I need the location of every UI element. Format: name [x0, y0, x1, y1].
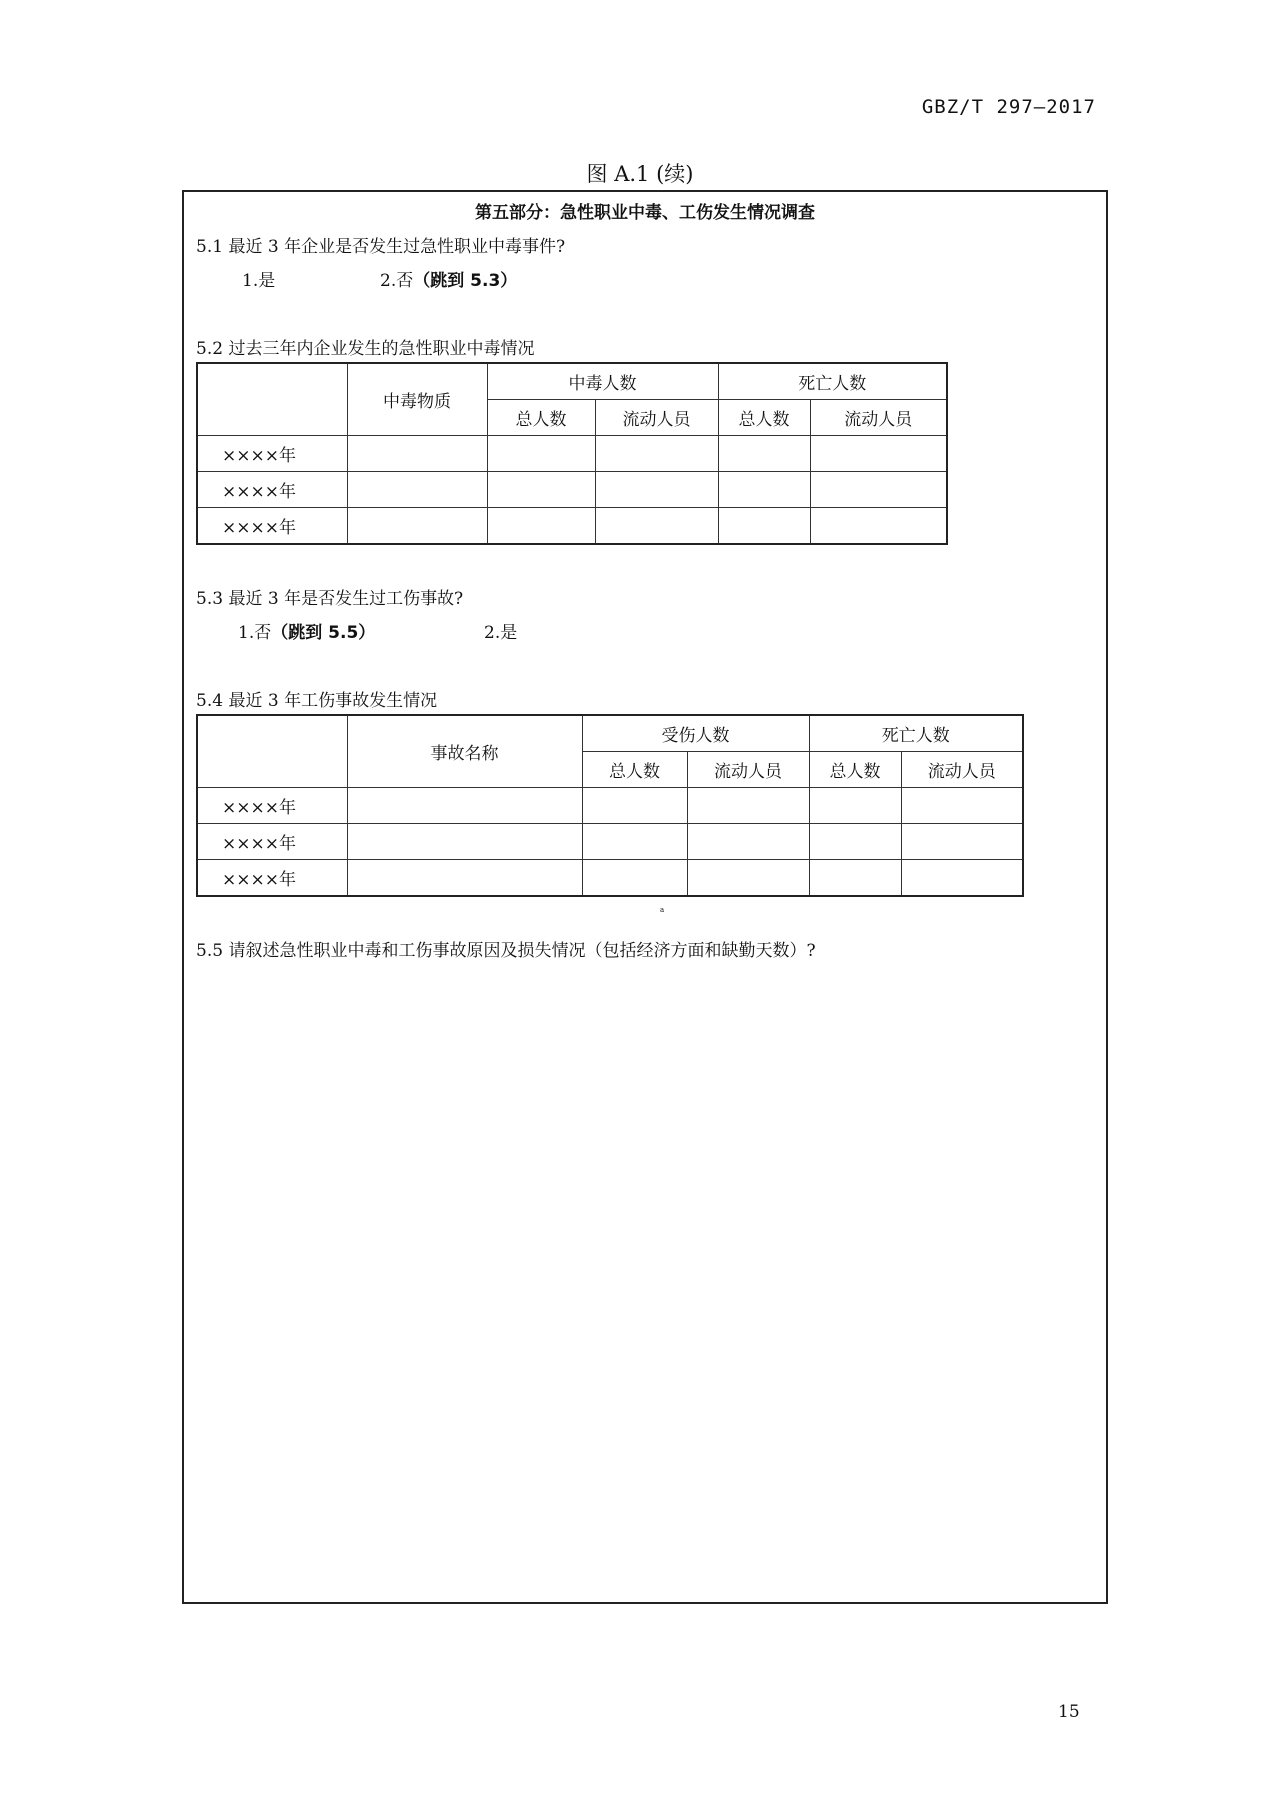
input-cell[interactable]	[810, 508, 947, 545]
col-accident-header: 事故名称	[347, 715, 582, 788]
sub-mobile-header: 流动人员	[595, 400, 718, 436]
col-substance-header: 中毒物质	[347, 363, 487, 436]
footnote-mark: a	[660, 906, 665, 914]
poisoning-table	[196, 362, 948, 545]
input-cell[interactable]	[487, 508, 595, 545]
input-cell[interactable]	[809, 860, 901, 897]
figure-caption: 图 A.1 (续)	[586, 162, 694, 186]
year-cell: ××××年	[197, 824, 347, 860]
year-cell: ××××年	[197, 788, 347, 824]
survey-frame	[182, 190, 1108, 1604]
input-cell[interactable]	[582, 788, 687, 824]
sub-mobile-header: 流动人员	[810, 400, 947, 436]
input-cell[interactable]	[718, 472, 810, 508]
input-cell[interactable]	[347, 508, 487, 545]
input-cell[interactable]	[595, 436, 718, 472]
table-row	[197, 860, 1023, 897]
sub-mobile-header: 流动人员	[901, 752, 1023, 788]
question-5-2: 5.2 过去三年内企业发生的急性职业中毒情况	[196, 339, 535, 359]
input-cell[interactable]	[595, 472, 718, 508]
q55-answer-area[interactable]	[196, 972, 1092, 1572]
input-cell[interactable]	[718, 508, 810, 545]
year-cell: ××××年	[197, 860, 347, 897]
input-cell[interactable]	[582, 824, 687, 860]
input-cell[interactable]	[687, 824, 809, 860]
input-cell[interactable]	[901, 788, 1023, 824]
input-cell[interactable]	[487, 472, 595, 508]
page-number: 15	[1058, 1702, 1080, 1722]
input-cell[interactable]	[347, 788, 582, 824]
table-corner-cell	[197, 715, 347, 788]
question-5-3: 5.3 最近 3 年是否发生过工伤事故?	[196, 589, 464, 609]
q53-option-yes[interactable]: 2.是	[484, 623, 518, 643]
group-poisoned-header: 中毒人数	[487, 363, 718, 400]
input-cell[interactable]	[582, 860, 687, 897]
question-5-1: 5.1 最近 3 年企业是否发生过急性职业中毒事件?	[196, 237, 566, 257]
sub-mobile-header: 流动人员	[687, 752, 809, 788]
input-cell[interactable]	[901, 824, 1023, 860]
group-injured-header: 受伤人数	[582, 715, 809, 752]
sub-total-header: 总人数	[487, 400, 595, 436]
input-cell[interactable]	[810, 436, 947, 472]
input-cell[interactable]	[901, 860, 1023, 897]
question-5-5: 5.5 请叙述急性职业中毒和工伤事故原因及损失情况（包括经济方面和缺勤天数）?	[196, 941, 816, 961]
input-cell[interactable]	[809, 788, 901, 824]
q51-jump-note: （跳到 5.3）	[413, 271, 518, 291]
question-5-4: 5.4 最近 3 年工伤事故发生情况	[196, 691, 438, 711]
input-cell[interactable]	[347, 860, 582, 897]
q51-option-yes[interactable]: 1.是	[242, 271, 276, 291]
input-cell[interactable]	[809, 824, 901, 860]
sub-total-header: 总人数	[809, 752, 901, 788]
input-cell[interactable]	[810, 472, 947, 508]
standard-code: GBZ/T 297—2017	[921, 96, 1096, 118]
year-cell: ××××年	[197, 436, 347, 472]
group-death-header: 死亡人数	[718, 363, 947, 400]
input-cell[interactable]	[347, 436, 487, 472]
input-cell[interactable]	[347, 824, 582, 860]
injury-table	[196, 714, 1024, 897]
table-row	[197, 436, 947, 472]
sub-total-header: 总人数	[582, 752, 687, 788]
table-row	[197, 508, 947, 545]
year-cell: ××××年	[197, 472, 347, 508]
q53-option-no-label: 1.否	[238, 623, 272, 643]
input-cell[interactable]	[595, 508, 718, 545]
part-title: 第五部分：急性职业中毒、工伤发生情况调查	[475, 203, 815, 223]
q53-jump-note: （跳到 5.5）	[271, 623, 376, 643]
table-row	[197, 824, 1023, 860]
year-cell: ××××年	[197, 508, 347, 545]
table-row	[197, 788, 1023, 824]
input-cell[interactable]	[347, 472, 487, 508]
group-death-header: 死亡人数	[809, 715, 1023, 752]
q51-option-no-label: 2.否	[380, 271, 414, 291]
input-cell[interactable]	[687, 788, 809, 824]
input-cell[interactable]	[487, 436, 595, 472]
table-corner-cell	[197, 363, 347, 436]
q51-option-no[interactable]	[380, 266, 517, 291]
q53-option-no[interactable]	[238, 618, 375, 643]
table-row	[197, 472, 947, 508]
input-cell[interactable]	[687, 860, 809, 897]
input-cell[interactable]	[718, 436, 810, 472]
sub-total-header: 总人数	[718, 400, 810, 436]
